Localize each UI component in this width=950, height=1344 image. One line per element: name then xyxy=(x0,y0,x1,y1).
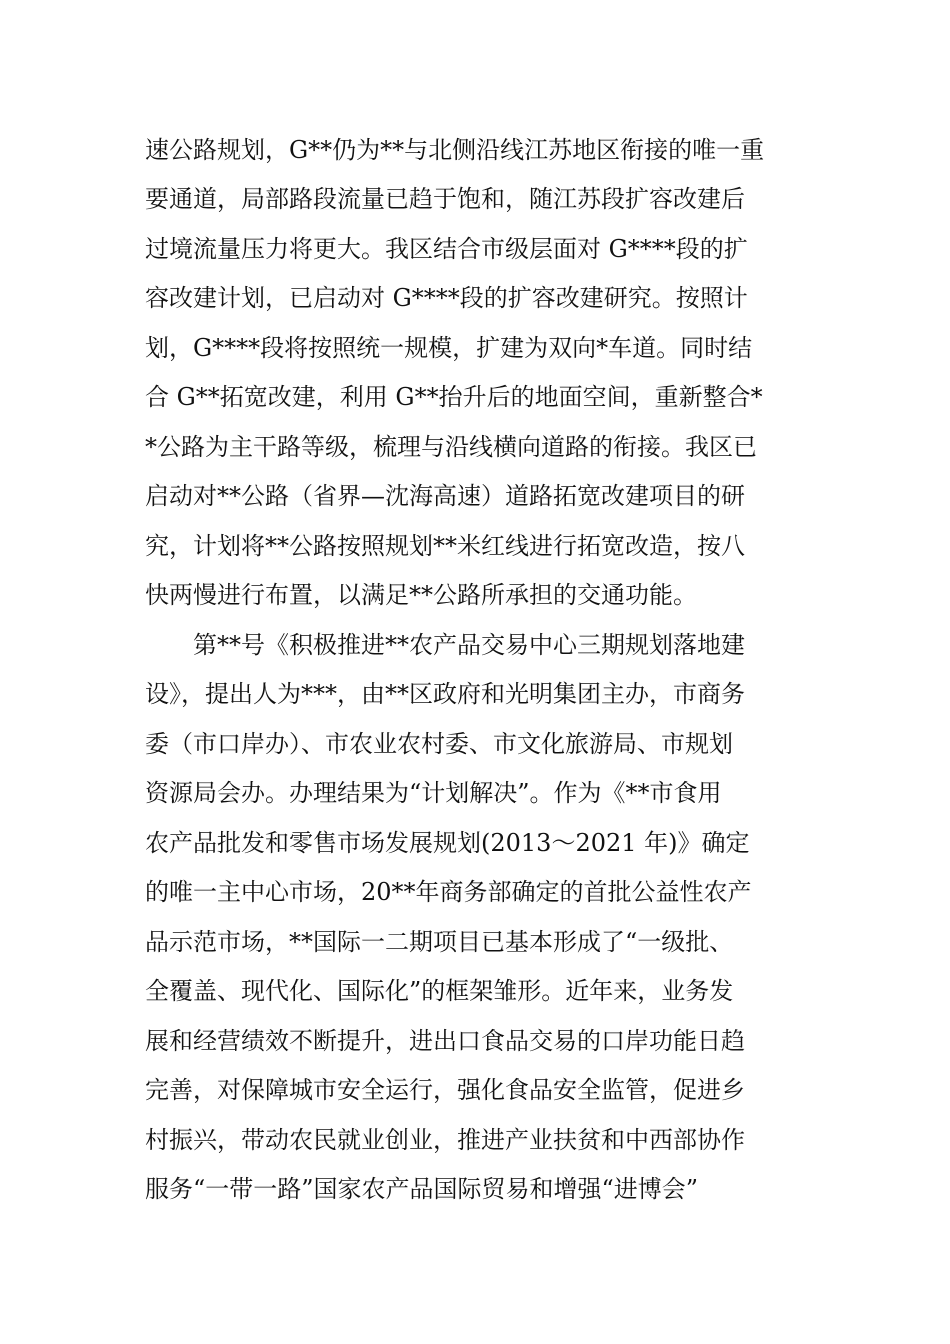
paragraph-2-line-5: 农产品批发和零售市场发展规划(2013～2021 年)》确定 xyxy=(145,829,750,857)
paragraph-1-line-8: 启动对**公路（省界—沈海高速）道路拓宽改建项目的研 xyxy=(145,482,745,510)
paragraph-2-line-9: 展和经营绩效不断提升，进出口食品交易的口岸功能日趋 xyxy=(145,1027,745,1055)
paragraph-2-line-6: 的唯一主中心市场，20**年商务部确定的首批公益性农产 xyxy=(145,878,752,906)
paragraph-2-line-7: 品示范市场，**国际一二期项目已基本形成了“一级批、 xyxy=(145,928,734,956)
paragraph-2-line-4: 资源局会办。办理结果为“计划解决”。作为《**市食用 xyxy=(145,779,722,807)
paragraph-2-line-10: 完善，对保障城市安全运行，强化食品安全监管，促进乡 xyxy=(145,1076,745,1104)
paragraph-1-line-4: 容改建计划，已启动对 G****段的扩容改建研究。按照计 xyxy=(145,284,748,312)
paragraph-1-line-1: 速公路规划，G**仍为**与北侧沿线江苏地区衔接的唯一重 xyxy=(145,136,765,164)
paragraph-2-line-1: 第**号《积极推进**农产品交易中心三期规划落地建 xyxy=(193,631,745,659)
paragraph-2-line-8: 全覆盖、现代化、国际化”的框架雏形。近年来，业务发 xyxy=(145,977,734,1005)
paragraph-2-line-2: 设》，提出人为***，由**区政府和光明集团主办，市商务 xyxy=(145,680,745,708)
paragraph-1-line-7: *公路为主干路等级，梳理与沿线横向道路的衔接。我区已 xyxy=(145,433,757,461)
paragraph-1-line-3: 过境流量压力将更大。我区结合市级层面对 G****段的扩 xyxy=(145,235,748,263)
paragraph-2-line-3: 委（市口岸办）、市农业农村委、市文化旅游局、市规划 xyxy=(145,730,733,758)
paragraph-1-line-10: 快两慢进行布置，以满足**公路所承担的交通功能。 xyxy=(145,581,697,609)
paragraph-1-line-5: 划，G****段将按照统一规模，扩建为双向*车道。同时结 xyxy=(145,334,753,362)
paragraph-1-line-2: 要通道，局部路段流量已趋于饱和，随江苏段扩容改建后 xyxy=(145,185,745,213)
paragraph-1-line-6: 合 G**拓宽改建，利用 G**抬升后的地面空间，重新整合* xyxy=(145,383,763,411)
paragraph-1-line-9: 究，计划将**公路按照规划**米红线进行拓宽改造，按八 xyxy=(145,532,745,560)
paragraph-2-line-11: 村振兴，带动农民就业创业，推进产业扶贫和中西部协作 xyxy=(145,1126,745,1154)
paragraph-2-line-12: 服务“一带一路”国家农产品国际贸易和增强“进博会” xyxy=(145,1175,699,1203)
